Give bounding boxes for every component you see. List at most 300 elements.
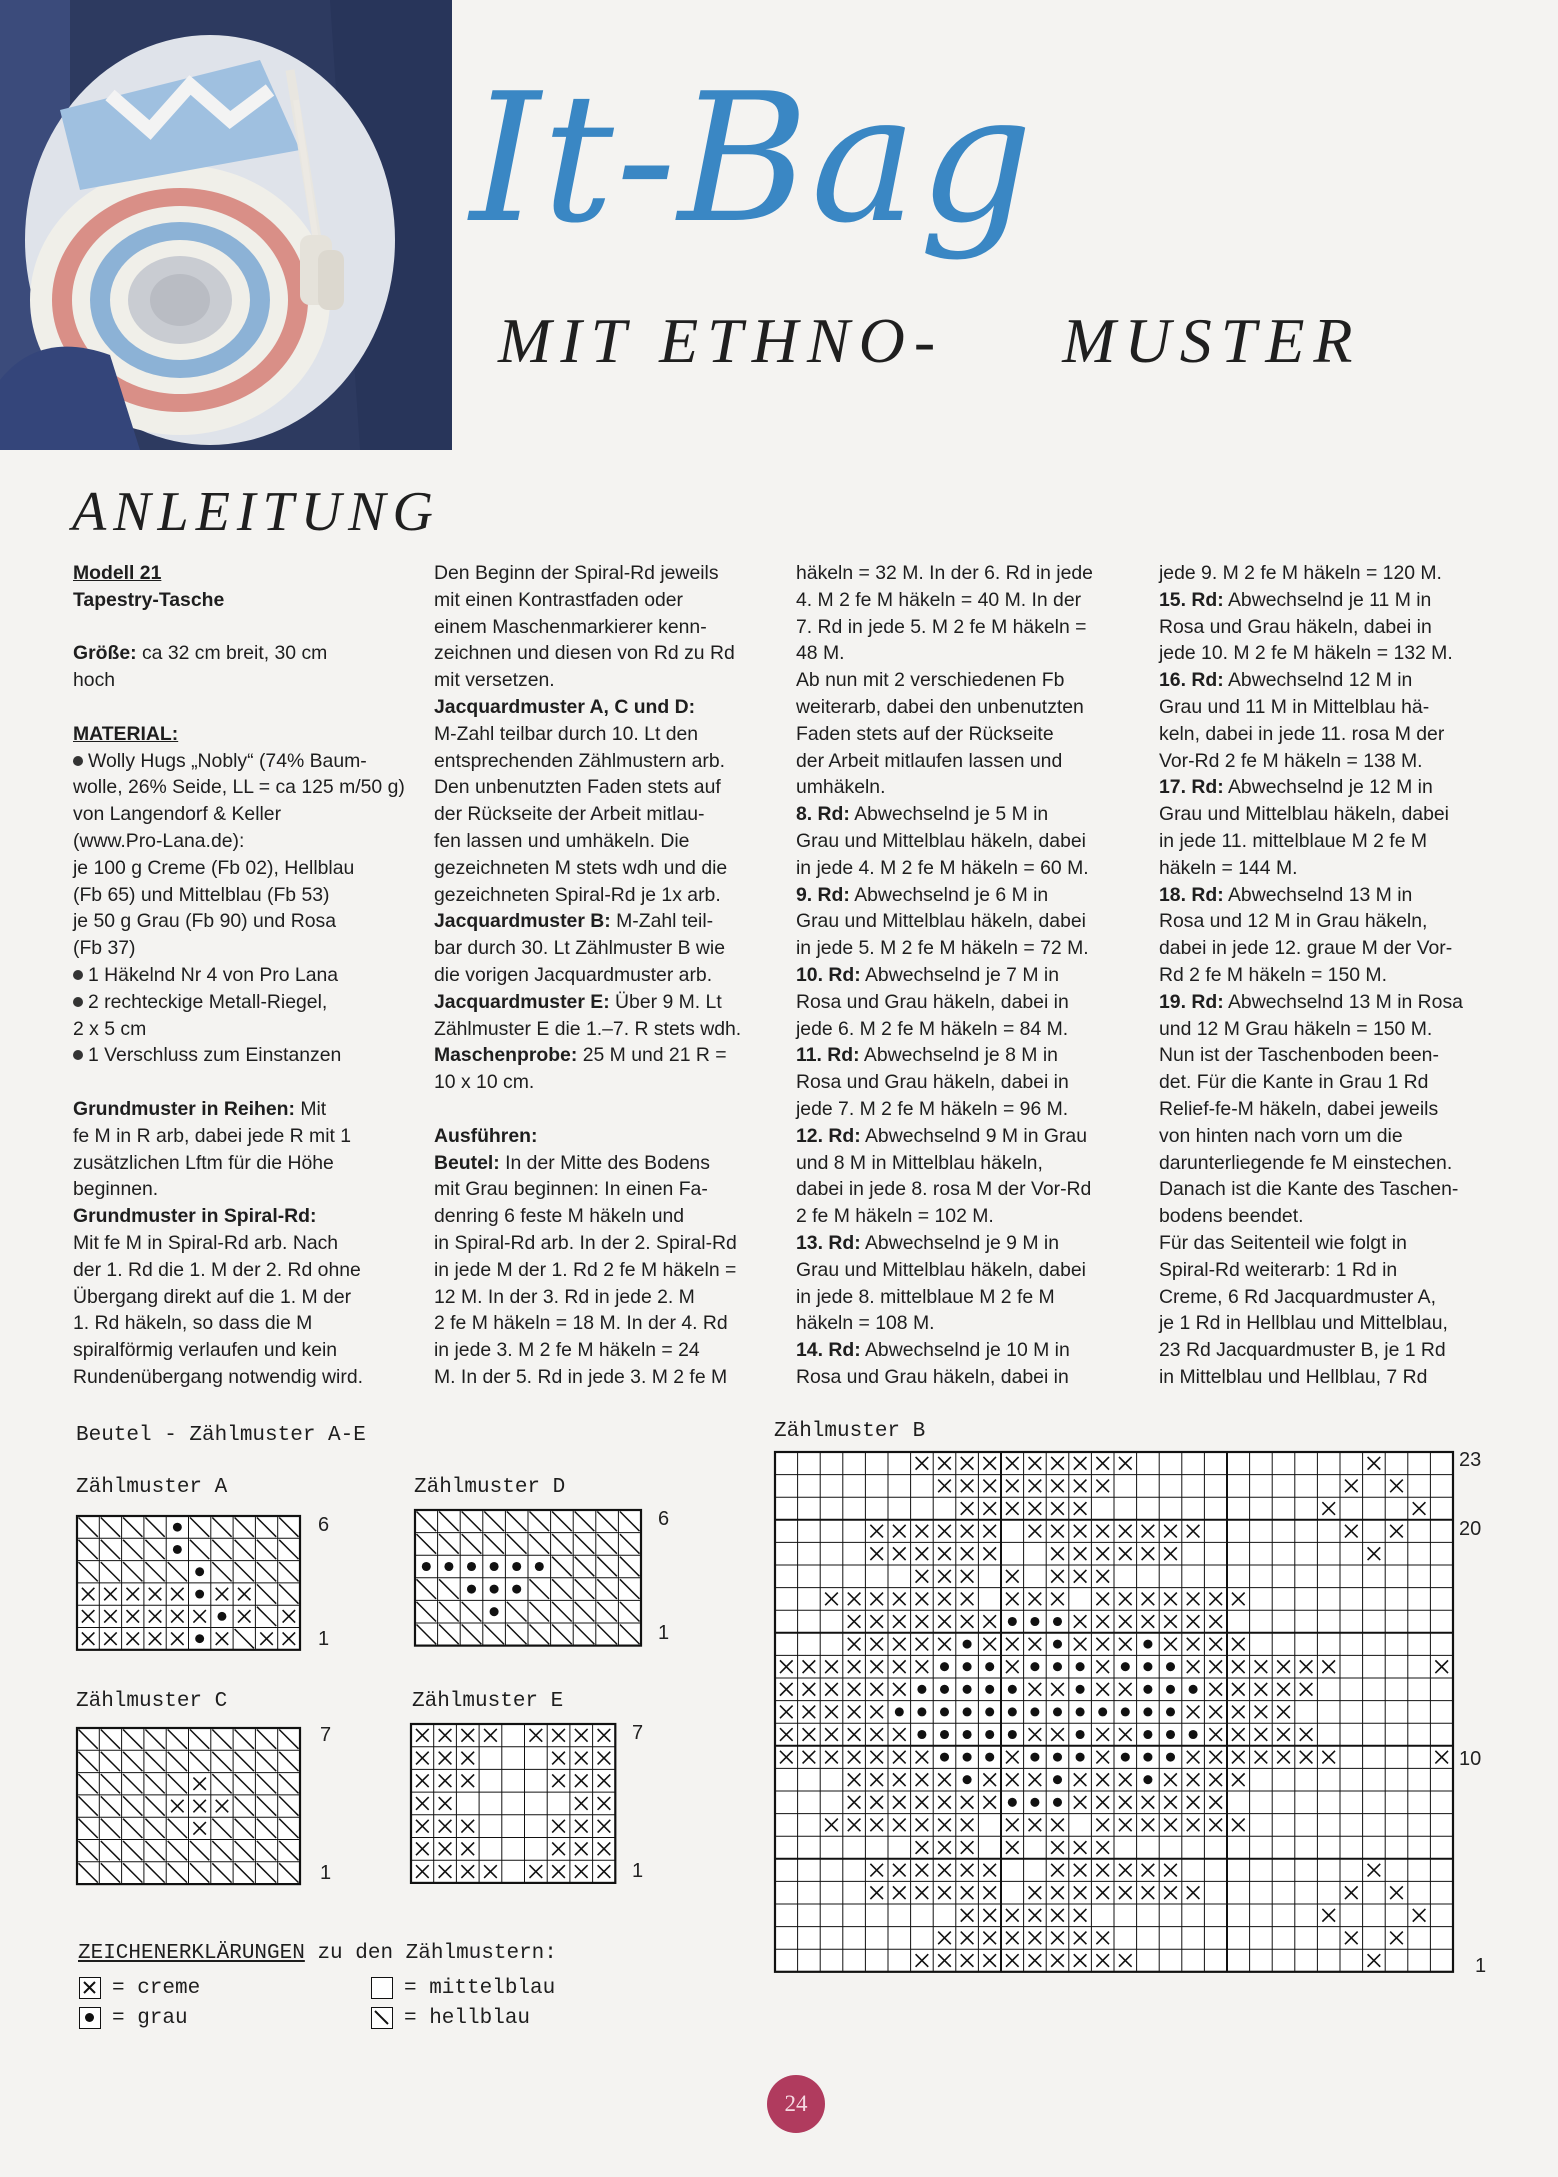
line-text: Ausführen: <box>434 1124 538 1147</box>
line-text: 1 Häkelnd Nr 4 von Pro Lana <box>88 963 339 986</box>
line-text: (Fb 65) und Mittelblau (Fb 53) <box>73 883 330 906</box>
line-text: Abwechselnd je 9 M in <box>860 1231 1059 1254</box>
stitch-grau <box>963 1640 972 1649</box>
line-text: Grau und Mittelblau häkeln, dabei <box>796 1258 1086 1281</box>
line-text: jede 9. M 2 fe M häkeln = 120 M. <box>1159 562 1442 584</box>
line-text: Spiral-Rd weiterarb: 1 Rd in <box>1159 1258 1398 1281</box>
stitch-grau <box>490 1607 499 1616</box>
stitch-grau <box>1053 1798 1062 1807</box>
text-line <box>434 694 774 721</box>
stitch-grau <box>940 1730 949 1739</box>
line-text: von hinten nach vorn um die <box>1159 1124 1403 1147</box>
text-line <box>796 748 1136 775</box>
text-line <box>434 667 774 694</box>
line-text: häkeln = 108 M. <box>796 1312 935 1335</box>
text-line <box>73 640 413 667</box>
text-line <box>1159 640 1499 667</box>
text-line <box>434 1203 774 1230</box>
text-line <box>73 1203 413 1230</box>
stitch-grau <box>173 1523 182 1532</box>
stitch-grau <box>444 1562 453 1571</box>
stitch-grau <box>1143 1730 1152 1739</box>
line-text: M-Zahl teil- <box>610 910 714 933</box>
stitch-grau <box>985 1730 994 1739</box>
stitch-grau <box>1008 1617 1017 1626</box>
line-text: (Fb 37) <box>73 937 136 960</box>
stitch-grau <box>963 1707 972 1716</box>
line-text: Rd 2 fe M häkeln = 150 M. <box>1159 963 1387 986</box>
line-text: keln, dabei in jede 11. rosa M der <box>1159 722 1445 745</box>
line-text: dabei in jede 12. graue M der Vor- <box>1159 937 1453 960</box>
text-line <box>434 1364 774 1391</box>
line-text: In der Mitte des Bodens <box>499 1151 710 1174</box>
line-text: Rosa und Grau häkeln, dabei in <box>796 1071 1069 1094</box>
line-text: Abwechselnd je 12 M in <box>1223 776 1433 799</box>
line-text: mit Grau beginnen: In einen Fa- <box>434 1178 708 1201</box>
text-line <box>796 1176 1136 1203</box>
chart-b-top-label: 23 <box>1459 1449 1482 1471</box>
legend-grau-symbol <box>79 2007 101 2029</box>
line-text: Rosa und 12 M in Grau häkeln, <box>1159 910 1428 933</box>
line-text: Grau und Mittelblau häkeln, dabei <box>796 829 1086 852</box>
text-line <box>1159 801 1499 828</box>
line-text: gezeichneten M stets wdh und die <box>434 856 728 879</box>
bold-label: Grundmuster in Reihen: <box>73 1097 295 1120</box>
text-line <box>73 962 413 989</box>
page-number: 24 <box>767 2075 825 2133</box>
text-line <box>434 801 774 828</box>
line-text: Nun ist der Taschenboden been- <box>1159 1044 1439 1067</box>
chart-b-row20-label: 20 <box>1459 1518 1482 1540</box>
chart-a-grid <box>77 1516 302 1655</box>
line-text: einem Maschenmarkierer kenn- <box>434 615 707 638</box>
stitch-grau <box>1053 1707 1062 1716</box>
bold-label: 12. Rd: <box>796 1124 861 1147</box>
legend-mittelblau-label: = mittelblau <box>404 1977 556 2000</box>
line-text: spiralförmig verlaufen und kein <box>73 1339 338 1362</box>
stitch-grau <box>1053 1753 1062 1762</box>
stitch-grau <box>1143 1775 1152 1784</box>
line-text: je 100 g Creme (Fb 02), Hellblau <box>73 856 355 879</box>
stitch-grau <box>1143 1707 1152 1716</box>
stitch-grau <box>195 1590 204 1599</box>
line-text: der Rückseite der Arbeit mitlau- <box>434 803 705 826</box>
stitch-grau <box>1053 1775 1062 1784</box>
line-text: 2 x 5 cm <box>73 1017 147 1040</box>
text-line <box>1159 1284 1499 1311</box>
stitch-grau <box>1143 1662 1152 1671</box>
text-line <box>434 640 774 667</box>
line-text: in jede 5. M 2 fe M häkeln = 72 M. <box>796 937 1089 960</box>
text-line <box>73 801 413 828</box>
text-line <box>796 1123 1136 1150</box>
text-line <box>434 1337 774 1364</box>
text-line <box>73 1337 413 1364</box>
line-text: Für das Seitenteil wie folgt in <box>1159 1231 1407 1254</box>
stitch-grau <box>1030 1707 1039 1716</box>
stitch-grau <box>1053 1640 1062 1649</box>
stitch-grau <box>940 1753 949 1762</box>
text-line <box>1159 962 1499 989</box>
text-line <box>1159 560 1499 587</box>
line-text: häkeln = 144 M. <box>1159 856 1298 879</box>
stitch-grau <box>940 1662 949 1671</box>
line-text: 2 rechteckige Metall-Riegel, <box>88 990 328 1013</box>
stitch-grau <box>1166 1753 1175 1762</box>
stitch-grau <box>1053 1617 1062 1626</box>
stitch-grau <box>1030 1617 1039 1626</box>
bold-label: 10. Rd: <box>796 963 861 986</box>
chart-d-grid <box>415 1510 643 1650</box>
line-text: Mit <box>294 1097 327 1120</box>
stitch-grau <box>1166 1707 1175 1716</box>
stitch-grau <box>490 1585 499 1594</box>
text-line <box>1159 935 1499 962</box>
line-text: in jede 8. mittelblaue M 2 fe M <box>796 1285 1055 1308</box>
text-line <box>73 882 413 909</box>
text-line <box>434 989 774 1016</box>
line-text: Abwechselnd je 11 M in <box>1223 588 1432 611</box>
line-text: Grau und Mittelblau häkeln, dabei <box>796 910 1086 933</box>
text-line <box>73 1257 413 1284</box>
line-text: darunterliegende fe M einstechen. <box>1159 1151 1453 1174</box>
text-line <box>796 1230 1136 1257</box>
line-text: je 50 g Grau (Fb 90) und Rosa <box>73 910 336 933</box>
stitch-grau <box>917 1730 926 1739</box>
chart-e-title: Zählmuster E <box>412 1690 564 1713</box>
text-line <box>73 774 413 801</box>
bullet-icon <box>73 756 83 766</box>
bold-label: Beutel: <box>434 1151 500 1174</box>
line-text: 1. Rd häkeln, so dass die M <box>73 1312 313 1335</box>
line-text: fen lassen und umhäkeln. Die <box>434 829 690 852</box>
bold-label: Jacquardmuster E: <box>434 990 610 1013</box>
chart-b-row10-label: 10 <box>1459 1748 1482 1770</box>
line-text: Abwechselnd 13 M in <box>1223 883 1413 906</box>
text-line <box>1159 855 1499 882</box>
text-line <box>73 1096 413 1123</box>
text-line <box>434 748 774 775</box>
line-text: 2 fe M häkeln = 102 M. <box>796 1205 994 1228</box>
instruction-column-3 <box>796 560 1136 1391</box>
line-text: Danach ist die Kante des Taschen- <box>1159 1178 1459 1201</box>
line-text: Abwechselnd je 5 M in <box>849 803 1049 826</box>
text-line <box>796 1042 1136 1069</box>
line-text: Abwechselnd je 10 M in <box>860 1339 1070 1362</box>
bold-label: 15. Rd: <box>1159 588 1224 611</box>
line-text: von Langendorf & Keller <box>73 803 282 826</box>
text-line <box>1159 614 1499 641</box>
legend-suffix: zu den Zählmustern: <box>304 1942 557 1965</box>
line-text: die vorigen Jacquardmuster arb. <box>434 963 713 986</box>
text-line <box>796 1016 1136 1043</box>
bold-label: 19. Rd: <box>1159 990 1224 1013</box>
line-text: Übergang direkt auf die 1. M der <box>73 1285 352 1308</box>
grid-background <box>411 1724 615 1883</box>
line-text: mit einen Kontrastfaden oder <box>434 588 684 611</box>
bullet-icon <box>73 997 83 1007</box>
line-text: der 1. Rd die 1. M der 2. Rd ohne <box>73 1258 361 1281</box>
stitch-grau <box>173 1545 182 1554</box>
stitch-grau <box>512 1585 521 1594</box>
line-text: fe M in R arb, dabei jede R mit 1 <box>73 1124 352 1147</box>
stitch-grau <box>985 1753 994 1762</box>
text-line <box>1159 1042 1499 1069</box>
chart-a-title: Zählmuster A <box>76 1476 228 1499</box>
bold-label: Größe: <box>73 642 137 665</box>
text-line <box>796 1069 1136 1096</box>
stitch-grau <box>195 1567 204 1576</box>
stitch-grau <box>985 1662 994 1671</box>
line-text: und 12 M Grau häkeln = 150 M. <box>1159 1017 1433 1040</box>
line-text: Rosa und Grau häkeln, dabei in <box>1159 615 1432 638</box>
stitch-grau <box>1166 1685 1175 1694</box>
line-text: Grau und Mittelblau häkeln, dabei <box>1159 803 1449 826</box>
stitch-grau <box>963 1730 972 1739</box>
text-line <box>1159 1150 1499 1177</box>
text-line <box>73 667 413 694</box>
bold-label: 11. Rd: <box>796 1044 860 1067</box>
text-line <box>1159 587 1499 614</box>
text-line <box>434 1284 774 1311</box>
text-line <box>73 908 413 935</box>
line-text: umhäkeln. <box>796 776 886 799</box>
line-text: in jede M der 1. Rd 2 fe M häkeln = <box>434 1258 737 1281</box>
text-line <box>73 935 413 962</box>
line-text: in Spiral-Rd arb. In der 2. Spiral-Rd <box>434 1231 737 1254</box>
text-line <box>1159 1016 1499 1043</box>
chart-e-grid <box>411 1724 618 1885</box>
bold-label: 8. Rd: <box>796 803 850 826</box>
text-line <box>1159 908 1499 935</box>
paragraph-gap <box>73 694 413 721</box>
stitch-grau <box>1121 1662 1130 1671</box>
legend-hellblau-label: = hellblau <box>404 2007 531 2030</box>
bold-label: 14. Rd: <box>796 1339 861 1362</box>
line-text: jede 10. M 2 fe M häkeln = 132 M. <box>1159 642 1453 665</box>
text-line <box>796 1096 1136 1123</box>
line-text: Abwechselnd 9 M in Grau <box>860 1124 1087 1147</box>
line-text: 23 Rd Jacquardmuster B, je 1 Rd <box>1159 1339 1446 1362</box>
chart-b-bottom-label: 1 <box>1475 1955 1487 1977</box>
text-line <box>434 1150 774 1177</box>
line-text: in jede 11. mittelblaue M 2 fe M <box>1159 829 1428 852</box>
stitch-grau <box>467 1562 476 1571</box>
line-text: Abwechselnd 12 M in <box>1223 669 1413 692</box>
text-line <box>434 560 774 587</box>
line-text: M-Zahl teilbar durch 10. Lt den <box>434 722 699 745</box>
text-line <box>1159 1176 1499 1203</box>
text-line <box>73 560 413 587</box>
text-line <box>796 587 1136 614</box>
text-line <box>796 935 1136 962</box>
line-text: Rundenübergang notwendig wird. <box>73 1365 363 1388</box>
stitch-grau <box>917 1707 926 1716</box>
legend-creme-label: = creme <box>112 1977 201 2000</box>
stitch-grau <box>1030 1798 1039 1807</box>
subtitle <box>498 304 1362 378</box>
text-line <box>73 1016 413 1043</box>
text-line <box>796 989 1136 1016</box>
line-text: Über 9 M. Lt <box>609 990 722 1013</box>
text-line <box>73 1123 413 1150</box>
stitch-grau <box>1166 1730 1175 1739</box>
subtitle-right: MUSTER <box>1062 305 1362 376</box>
bag-illustration <box>0 0 452 450</box>
text-line <box>434 855 774 882</box>
text-line <box>1159 667 1499 694</box>
line-text: Den Beginn der Spiral-Rd jeweils <box>434 562 719 584</box>
stitch-grau <box>490 1562 499 1571</box>
text-line <box>434 721 774 748</box>
text-line <box>1159 694 1499 721</box>
text-line <box>73 855 413 882</box>
line-text: bodens beendet. <box>1159 1205 1304 1228</box>
bold-label: 13. Rd: <box>796 1231 861 1254</box>
text-line <box>796 1203 1136 1230</box>
stitch-grau <box>1121 1707 1130 1716</box>
text-line <box>1159 1310 1499 1337</box>
chart-d-top-label: 6 <box>658 1508 670 1530</box>
text-line <box>1159 721 1499 748</box>
bullet-icon <box>73 1050 83 1060</box>
section-heading: ANLEITUNG <box>72 481 440 543</box>
chart-a-top-label: 6 <box>318 1514 330 1536</box>
text-line <box>796 640 1136 667</box>
stitch-grau <box>1008 1685 1017 1694</box>
stitch-grau <box>1143 1640 1152 1649</box>
stitch-grau <box>1076 1685 1085 1694</box>
stitch-grau <box>1098 1707 1107 1716</box>
title-script: It-Bag <box>470 55 1035 262</box>
text-line <box>434 1310 774 1337</box>
text-line <box>1159 748 1499 775</box>
text-line <box>73 1042 413 1069</box>
line-text: hoch <box>73 669 116 692</box>
legend-grau-label: = grau <box>112 2007 188 2030</box>
line-text: Tapestry-Tasche <box>73 588 225 611</box>
line-text: Abwechselnd 13 M in Rosa <box>1223 990 1463 1013</box>
subtitle-left: MIT ETHNO- <box>498 305 945 376</box>
legend-hellblau-symbol <box>371 2007 393 2029</box>
bold-label: Jacquardmuster B: <box>434 910 611 933</box>
text-line <box>1159 1203 1499 1230</box>
line-text: mit versetzen. <box>434 669 555 692</box>
line-text: (www.Pro-Lana.de): <box>73 829 245 852</box>
stitch-grau <box>1166 1662 1175 1671</box>
text-line <box>796 1337 1136 1364</box>
text-line <box>434 882 774 909</box>
stitch-grau <box>195 1634 204 1643</box>
line-text: det. Für die Kante in Grau 1 Rd <box>1159 1071 1429 1094</box>
text-line <box>1159 828 1499 855</box>
chart-d-title: Zählmuster D <box>414 1476 566 1499</box>
line-text: Abwechselnd je 6 M in <box>849 883 1049 906</box>
line-text: häkeln = 32 M. In der 6. Rd in jede <box>796 562 1093 584</box>
stitch-grau <box>422 1562 431 1571</box>
legend-creme-symbol <box>79 1977 101 1999</box>
chart-c-top-label: 7 <box>320 1724 332 1746</box>
text-line <box>1159 774 1499 801</box>
text-line <box>434 935 774 962</box>
text-line <box>434 962 774 989</box>
line-text: M. In der 5. Rd in jede 3. M 2 fe M <box>434 1365 728 1388</box>
text-line <box>73 721 413 748</box>
line-text: weiterarb, dabei den unbenutzten <box>796 695 1084 718</box>
line-text: 12 M. In der 3. Rd in jede 2. M <box>434 1285 695 1308</box>
line-text: Vor-Rd 2 fe M häkeln = 138 M. <box>1159 749 1423 772</box>
text-line <box>796 882 1136 909</box>
chart-a-bottom-label: 1 <box>318 1628 330 1650</box>
chart-b-title: Zählmuster B <box>774 1420 926 1443</box>
legend-mittelblau-symbol <box>371 1977 393 1999</box>
paragraph-gap <box>73 1069 413 1096</box>
line-text: beginnen. <box>73 1178 159 1201</box>
stitch-grau <box>985 1685 994 1694</box>
text-line <box>434 614 774 641</box>
text-line <box>73 989 413 1016</box>
stitch-grau <box>963 1662 972 1671</box>
bold-label: 17. Rd: <box>1159 776 1224 799</box>
text-line <box>1159 1230 1499 1257</box>
line-text: bar durch 30. Lt Zählmuster B wie <box>434 937 725 960</box>
line-text: zusätzlichen Lftm für die Höhe <box>73 1151 334 1174</box>
text-line <box>796 962 1136 989</box>
line-text: ca 32 cm breit, 30 cm <box>136 642 328 665</box>
line-text: Faden stets auf der Rückseite <box>796 722 1054 745</box>
stitch-grau <box>217 1612 226 1621</box>
line-text: Wolly Hugs „Nobly“ (74% Baum- <box>88 749 367 772</box>
legend <box>78 1942 557 1965</box>
text-line <box>796 801 1136 828</box>
text-line <box>434 587 774 614</box>
stitch-grau <box>535 1562 544 1571</box>
text-line <box>73 748 413 775</box>
text-line <box>796 667 1136 694</box>
stitch-grau <box>1030 1662 1039 1671</box>
bold-label: 18. Rd: <box>1159 883 1224 906</box>
text-line <box>434 774 774 801</box>
stitch-grau <box>963 1685 972 1694</box>
line-text: 48 M. <box>796 642 845 665</box>
paragraph-gap <box>73 614 413 641</box>
text-line <box>796 614 1136 641</box>
text-line <box>1159 1257 1499 1284</box>
line-text: Rosa und Grau häkeln, dabei in <box>796 990 1069 1013</box>
line-text: je 1 Rd in Hellblau und Mittelblau, <box>1159 1312 1448 1335</box>
line-text: Abwechselnd je 7 M in <box>860 963 1059 986</box>
text-line <box>796 1364 1136 1391</box>
text-line <box>796 694 1136 721</box>
stitch-grau <box>1053 1662 1062 1671</box>
line-text: Grau und 11 M in Mittelblau hä- <box>1159 695 1430 718</box>
line-text: dabei in jede 8. rosa M der Vor-Rd <box>796 1178 1092 1201</box>
bag-photo <box>0 0 452 450</box>
line-text: der Arbeit mitlaufen lassen und <box>796 749 1063 772</box>
text-line <box>434 1257 774 1284</box>
bold-label: Jacquardmuster A, C und D: <box>434 695 696 718</box>
text-line <box>434 908 774 935</box>
stitch-grau <box>1076 1753 1085 1762</box>
text-line <box>1159 1364 1499 1391</box>
text-line <box>1159 882 1499 909</box>
text-line <box>1159 1069 1499 1096</box>
line-text: 25 M und 21 R = <box>577 1044 727 1067</box>
text-line <box>434 1042 774 1069</box>
text-line <box>796 1257 1136 1284</box>
paragraph-gap <box>434 1096 774 1123</box>
bold-label: 16. Rd: <box>1159 669 1224 692</box>
